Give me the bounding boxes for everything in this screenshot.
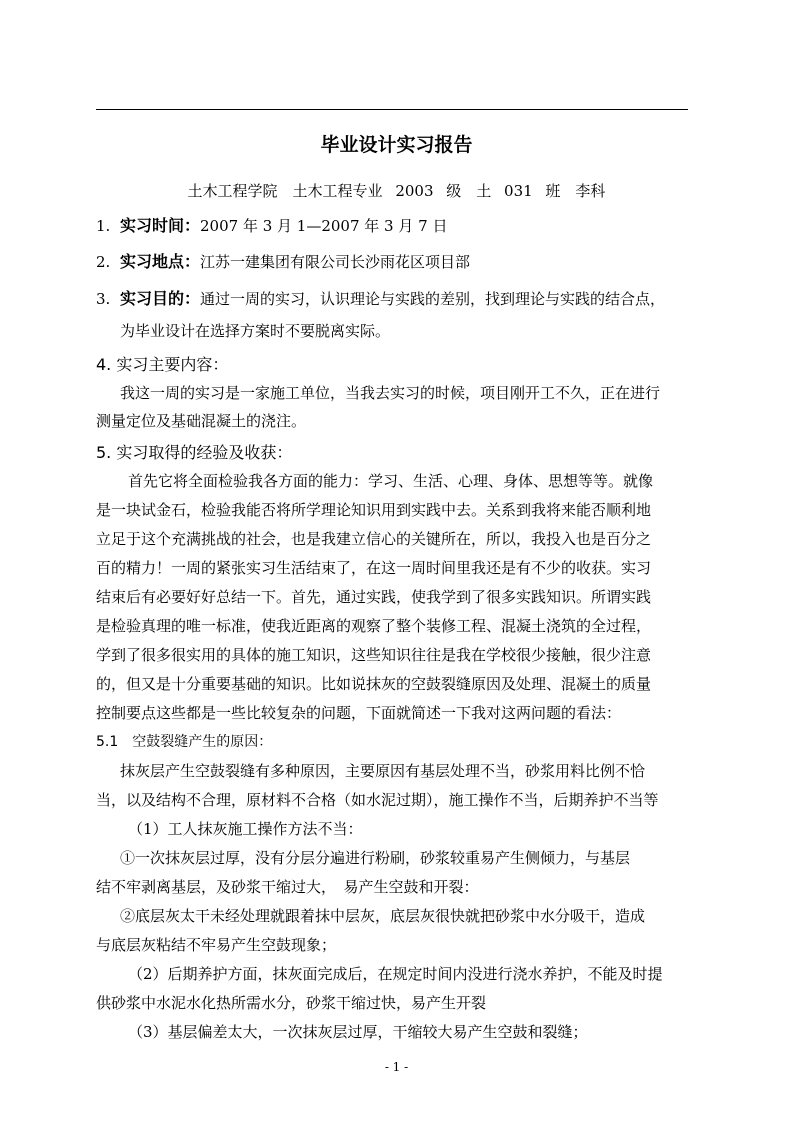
item-purpose	[96, 286, 696, 309]
page-number: - 1 -	[384, 1060, 409, 1074]
item-label: 实习时间：	[120, 216, 201, 235]
paragraph-line: 是一块试金石，检验我能否将所学理论知识用到实践中去。关系到我将来能否顺利地	[96, 501, 652, 519]
paragraph-line: 控制要点这些都是一些比较复杂的问题，下面就简述一下我对这两问题的看法：	[96, 704, 622, 722]
paragraph-line: 首先它将全面检验我各方面的能力：学习、生活、心理、身体、思想等等。就像	[128, 472, 654, 490]
item-number: 3.	[96, 290, 111, 308]
item-time	[96, 213, 696, 236]
item-text: 通过一周的实习，认识理论与实践的差别，找到理论与实践的结合点，	[200, 290, 666, 308]
paragraph-line: 当，以及结构不合理，原材料不合格（如水泥过期），施工操作不当，后期养护不当等	[96, 791, 659, 809]
paragraph-line: 测量定位及基础混凝土的浇注。	[96, 412, 307, 430]
item-text: 2007 年 3 月 1—2007 年 3 月 7 日	[200, 217, 448, 235]
paragraph-line: 我这一周的实习是一家施工单位，当我去实习的时候，项目刚开工不久，正在进行	[120, 384, 661, 402]
item-location	[96, 249, 696, 272]
item-label: 实习目的：	[120, 289, 201, 308]
paragraph-line: 抹灰层产生空鼓裂缝有多种原因，主要原因有基层处理不当，砂浆用料比例不恰	[120, 762, 646, 780]
author-line: 土木工程学院 土木工程专业 2003 级 土 031 班 李科	[187, 182, 606, 200]
paragraph-line: 学到了很多很实用的具体的施工知识，这些知识往往是我在学校很少接触，很少注意	[96, 646, 652, 664]
paragraph-line: 供砂浆中水泥水化热所需水分，砂浆干缩过快，易产生开裂	[96, 994, 487, 1012]
page-title: 毕业设计实习报告	[320, 134, 473, 156]
paragraph-line: 是检验真理的唯一标准，使我近距离的观察了整个装修工程、混凝土浇筑的全过程，	[96, 617, 652, 635]
section-5-1-heading: 5.1 空鼓裂缝产生的原因：	[96, 734, 273, 750]
list-item: （2）后期养护方面，抹灰面完成后，在规定时间内没进行浇水养护，不能及时提	[128, 965, 663, 983]
item-label: 实习地点：	[120, 252, 201, 271]
list-item: （1）工人抹灰施工操作方法不当：	[128, 820, 363, 838]
paragraph-line: 结束后有必要好好总结一下。首先，通过实践，使我学到了很多实践知识。所谓实践	[96, 588, 652, 606]
item-number: 1.	[96, 217, 111, 235]
item-text: 江苏一建集团有限公司长沙雨花区项目部	[200, 253, 471, 271]
list-item: ②底层灰太干未经处理就跟着抹中层灰，底层灰很快就把砂浆中水分吸干，造成	[120, 907, 646, 925]
header-rule	[96, 109, 688, 110]
paragraph-line: 百的精力！一周的紧张实习生活结束了，在这一周时间里我还是有不少的收获。实习	[96, 559, 652, 577]
section-4-heading: 4. 实习主要内容：	[96, 355, 229, 374]
item-purpose-continued: 为毕业设计在选择方案时不要脱离实际。	[120, 322, 391, 340]
list-item: ①一次抹灰层过厚，没有分层分遍进行粉刷，砂浆较重易产生侧倾力，与基层	[120, 849, 631, 867]
paragraph-line: 与底层灰粘结不牢易产生空鼓现象；	[96, 936, 337, 954]
item-number: 2.	[96, 253, 111, 271]
section-5-heading: 5. 实习取得的经验及收获：	[96, 443, 293, 462]
paragraph-line: 立足于这个充满挑战的社会，也是我建立信心的关键所在，所以，我投入也是百分之	[96, 530, 652, 548]
list-item: （3）基层偏差太大，一次抹灰层过厚，干缩较大易产生空鼓和裂缝；	[128, 1023, 588, 1041]
paragraph-line: 结不牢剥离基层，及砂浆干缩过大， 易产生空鼓和开裂：	[96, 878, 479, 896]
paragraph-line: 的，但又是十分重要基础的知识。比如说抹灰的空鼓裂缝原因及处理、混凝土的质量	[96, 675, 652, 693]
